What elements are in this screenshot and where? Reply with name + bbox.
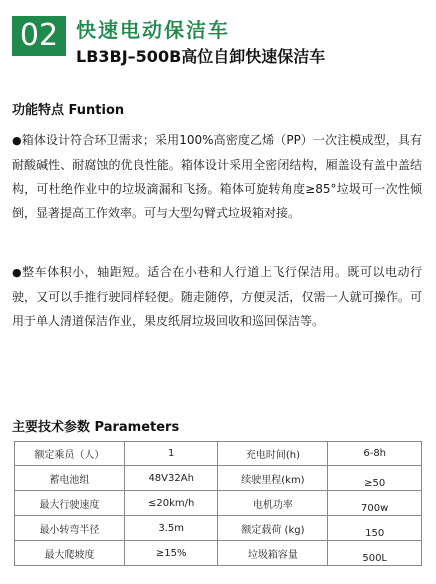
bullet-icon: ● (12, 134, 22, 147)
table-row (15, 442, 422, 466)
spec-label: 电机功率 (218, 491, 328, 516)
spec-label: 垃圾箱容量 (218, 541, 328, 566)
specs-table (14, 441, 422, 566)
spec-value: ≥15% (124, 541, 218, 566)
spec-label: 最大行驶速度 (15, 491, 125, 516)
table-row (15, 491, 422, 516)
feature-paragraph-1 (12, 128, 422, 225)
spec-label: 充电时间(h) (218, 442, 328, 466)
page-header (12, 8, 428, 70)
spec-label: 最大爬坡度 (15, 541, 125, 566)
table-row (15, 541, 422, 566)
spec-value: 48V32Ah (124, 466, 218, 491)
spec-value: ≥50 (328, 466, 422, 491)
table-row (15, 516, 422, 541)
product-title: 快速电动保洁车 (76, 18, 230, 42)
feature-text-2: 整车体积小，轴距短。适合在小巷和人行道上飞行保洁用。既可以电动行驶，又可以手推行驶同样轻便。随走随停，方便灵活，仅需一人就可操作。可用于单人清道保洁作业，果皮纸屑垃圾回收和巡回保洁等。 (12, 265, 422, 328)
spec-value: 6-8h (328, 442, 422, 466)
spec-label: 蓄电池组 (15, 466, 125, 491)
product-model-title: LB3BJ–500B高位自卸快速保洁车 (76, 47, 326, 66)
spec-value: 3.5m (124, 516, 218, 541)
spec-value: 700w (328, 491, 422, 516)
spec-label: 额定载荷 (kg) (218, 516, 328, 541)
table-row (15, 466, 422, 491)
spec-label: 额定乘员（人） (15, 442, 125, 466)
spec-value: ≤20km/h (124, 491, 218, 516)
section-number-badge: 02 (12, 16, 66, 56)
feature-text-1: 箱体设计符合环卫需求；采用100%高密度乙烯（PP）一次注模成型，具有耐酸碱性、耐腐蚀的优良性能。箱体设计采用全密闭结构，厢盖设有盖中盖结构，可杜绝作业中的垃圾滴漏和飞扬。箱体可旋转角度≥85°垃圾可一次性倾倒，显著提高工作效率。可与大型勾臂式垃圾箱对接。 (12, 133, 422, 220)
feature-paragraph-2 (12, 260, 422, 333)
bullet-icon: ● (12, 266, 23, 279)
spec-label: 最小转弯半径 (15, 516, 125, 541)
specs-heading: 主要技术参数 Parameters (12, 420, 180, 435)
spec-value: 150 (328, 516, 422, 541)
spec-label: 续驶里程(km) (218, 466, 328, 491)
features-heading: 功能特点 Funtion (12, 103, 125, 118)
spec-value: 500L (328, 541, 422, 566)
spec-value: 1 (124, 442, 218, 466)
